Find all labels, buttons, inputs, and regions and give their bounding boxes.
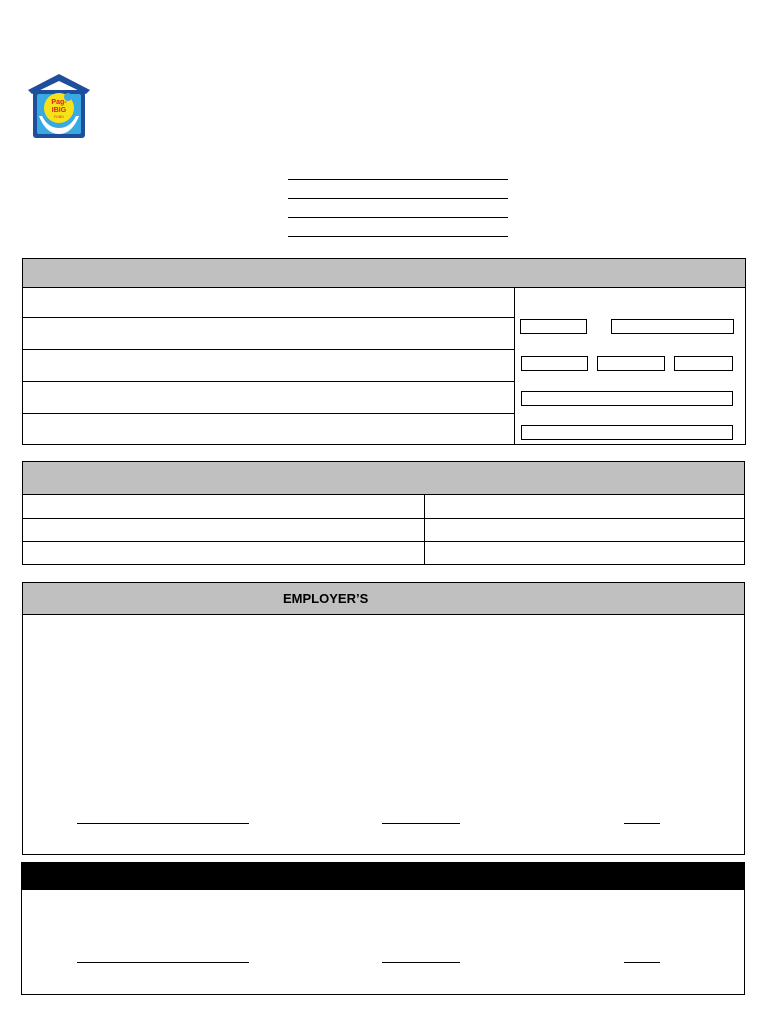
input-field-a[interactable] — [520, 319, 587, 334]
section-4 — [21, 862, 745, 995]
section-1-row-line — [23, 349, 515, 350]
title-line-1 — [288, 179, 508, 180]
section-1-divider — [514, 288, 515, 444]
section-2-row-line — [23, 541, 744, 542]
date-field-day[interactable] — [597, 356, 665, 371]
title-line-4 — [288, 236, 508, 237]
employer-section — [22, 582, 745, 855]
position-line — [382, 823, 460, 824]
employer-section-header — [23, 583, 744, 615]
input-field-c[interactable] — [521, 391, 733, 406]
date-line — [624, 823, 660, 824]
position-line-2 — [382, 962, 460, 963]
section-1 — [22, 258, 746, 445]
title-line-3 — [288, 217, 508, 218]
section-2-header — [23, 462, 744, 495]
title-line-2 — [288, 198, 508, 199]
section-2-divider — [424, 495, 425, 564]
section-4-header — [22, 863, 744, 890]
input-field-b[interactable] — [611, 319, 734, 334]
section-2 — [22, 461, 745, 565]
section-1-header — [23, 259, 745, 288]
pag-ibig-logo — [26, 72, 92, 140]
employer-section-title: EMPLOYER’S — [283, 591, 369, 606]
date-line-2 — [624, 962, 660, 963]
logo-text-line1: Pag- — [51, 99, 67, 106]
input-field-d[interactable] — [521, 425, 733, 440]
date-field-month[interactable] — [521, 356, 588, 371]
logo-text-line3: FUND — [54, 115, 64, 119]
section-1-row-line — [23, 413, 515, 414]
section-2-row-line — [23, 518, 744, 519]
signature-line — [77, 823, 249, 824]
section-1-row-line — [23, 317, 515, 318]
pag-ibig-logo-graphic — [26, 72, 92, 140]
signature-line-2 — [77, 962, 249, 963]
logo-text-line2: IBIG — [51, 107, 67, 114]
date-field-year[interactable] — [674, 356, 733, 371]
section-1-row-line — [23, 381, 515, 382]
